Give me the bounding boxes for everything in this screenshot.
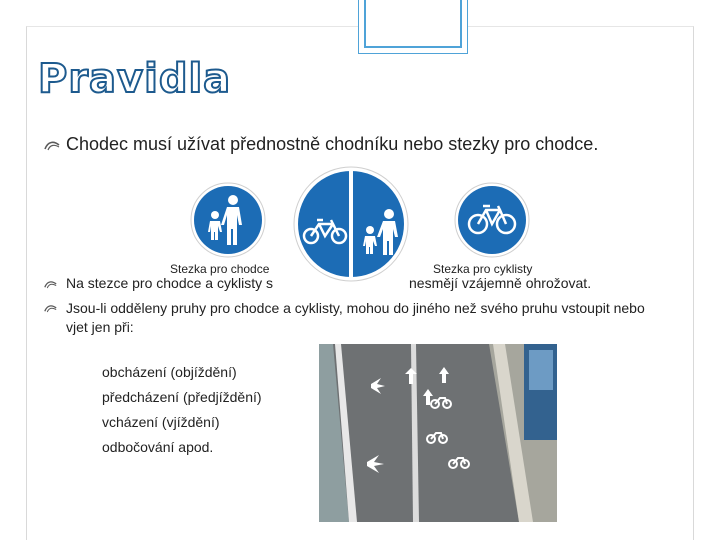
cycle-path-sign — [454, 182, 530, 258]
slide-title: Pravidla — [38, 56, 232, 102]
shared-path-sign — [293, 166, 409, 282]
path-photo — [319, 344, 557, 522]
exception-list — [102, 360, 262, 460]
bullet-shared — [44, 275, 273, 291]
bullet-main — [44, 134, 598, 155]
caption-pedestrian: Stezka pro chodce — [167, 262, 272, 276]
bullet-arrow-icon — [44, 303, 57, 313]
bullet-separated — [44, 299, 664, 337]
list-item: odbočování apod. — [102, 439, 214, 455]
bullet-arrow-icon — [44, 279, 57, 289]
bullet-main-text: Chodec musí užívat přednostně chodníku nebo stezky pro chodce. — [66, 134, 599, 154]
bullet-arrow-icon — [44, 139, 60, 151]
pedestrian-sign — [190, 182, 266, 258]
bullet-separated-text: Jsou-li odděleny pruhy pro chodce a cyklisty, mohou do jiného než svého pruhu vstoupit nebo vjet jen při: — [66, 300, 645, 335]
bullet-shared-text: Na stezce pro chodce a cyklisty s — [66, 275, 273, 291]
decorative-box-inner — [364, 0, 462, 48]
list-item: vcházení (vjíždění) — [102, 414, 220, 430]
list-item: předcházení (předjíždění) — [102, 389, 262, 405]
list-item: obcházení (objíždění) — [102, 364, 237, 380]
bullet-shared-end: nesmějí vzájemně ohrožovat. — [409, 275, 592, 291]
caption-cycle: Stezka pro cyklisty — [430, 262, 535, 276]
